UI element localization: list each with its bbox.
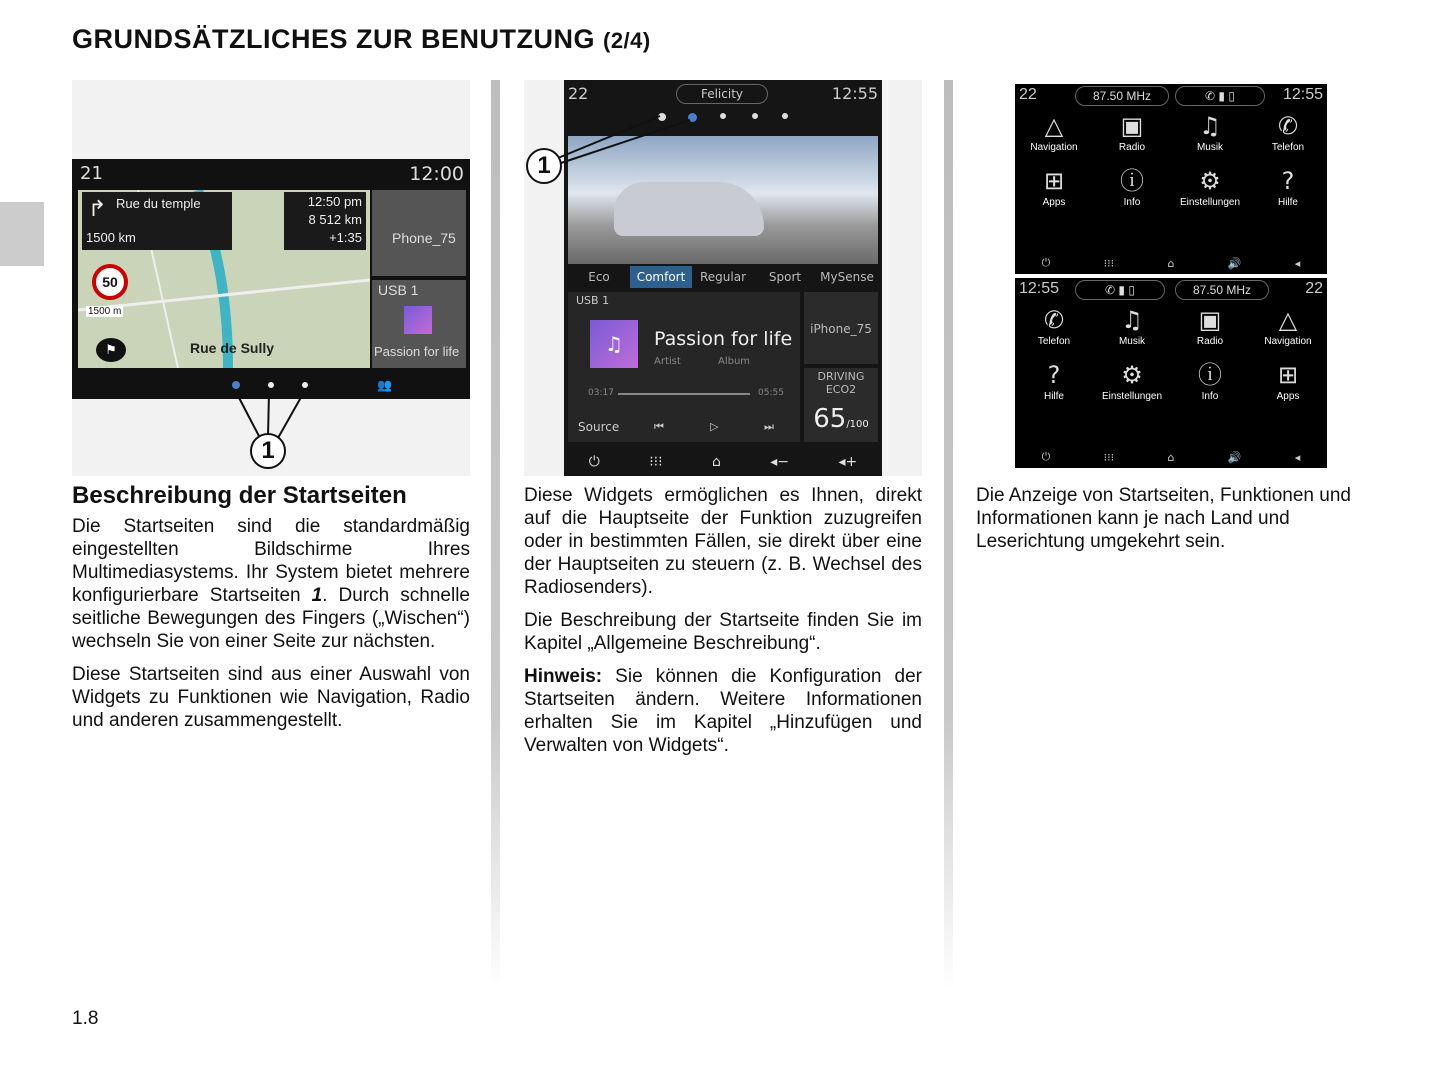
app-grid: [1015, 304, 1327, 402]
app-tile-label: Navigation: [1264, 336, 1312, 347]
track-title: Passion for life: [654, 328, 793, 350]
usb-label: USB 1: [378, 282, 419, 298]
speed-limit-sign: 50: [92, 264, 128, 300]
settings-icon: ⚙: [1199, 167, 1221, 195]
bottom-bar: [1015, 252, 1327, 274]
play-icon[interactable]: ▷: [710, 420, 719, 433]
column-1: [72, 484, 470, 742]
app-tile-label: Hilfe: [1277, 197, 1298, 208]
flag-icon[interactable]: ⚑: [96, 338, 126, 362]
note-label: Hinweis:: [524, 666, 603, 687]
clock-readout: 12:55: [1019, 280, 1060, 297]
bottom-bar: [1015, 446, 1327, 468]
track-artist: Artist: [654, 356, 681, 367]
power-icon[interactable]: ⏻: [588, 454, 600, 470]
navigation-icon: △: [1278, 306, 1298, 334]
paragraph: Die Beschreibung der Startseite finden Sie im Kapitel „Allgemeine Beschreibung“.: [524, 610, 922, 654]
note-text: Sie können die Konfiguration der Startseiten ändern. Weitere Informationen erhalten Sie im Kapitel „Hinzufügen und Verwalten von Widgets“.: [524, 666, 922, 756]
source-button[interactable]: Source: [578, 420, 620, 434]
callout-1: 1: [250, 433, 286, 469]
paragraph-text: . Durch schnelle seitliche Bewegungen des Fingers („Wischen“) wechseln Sie von einer Seite zur nächsten.: [72, 585, 470, 652]
chapter-tab-marker: [0, 202, 44, 266]
app-tile-telefon[interactable]: [1249, 110, 1327, 153]
phone-widget-label: Phone_75: [392, 230, 456, 246]
app-tile-einstellungen[interactable]: [1093, 359, 1171, 402]
page-title-main: GRUNDSÄTZLICHES ZUR BENUTZUNG: [72, 24, 595, 54]
app-tile-label: Hilfe: [1043, 391, 1064, 402]
page-number: 1.8: [72, 1008, 99, 1029]
radio-frequency-pill[interactable]: 87.50 MHz: [1075, 86, 1169, 106]
eta-distance: 8 512 km: [308, 212, 362, 227]
figure-homepage-widgets: [524, 80, 922, 476]
radio-icon: ▣: [1120, 112, 1144, 140]
temperature-readout: 21: [80, 163, 103, 184]
navigation-icon: △: [1044, 112, 1064, 140]
previous-icon[interactable]: ⏮: [654, 420, 664, 433]
page-title-suffix: (2/4): [603, 28, 651, 53]
callout-lines: [524, 80, 922, 476]
turn-arrow-icon: ↱: [88, 196, 107, 221]
mode-regular[interactable]: Regular: [699, 270, 747, 284]
app-tile-apps[interactable]: [1249, 359, 1327, 402]
next-icon[interactable]: ⏭: [764, 420, 774, 433]
paragraph: Diese Widgets ermöglichen es Ihnen, direkt auf die Hauptseite der Funktion zuzugreifen oder in bestimmten Fällen, sie direkt über eine der Hauptseiten zu steuern (z. B. Wechsel des Radiosenders).: [524, 485, 922, 598]
current-road: Rue de Sully: [190, 340, 275, 356]
help-icon: ?: [1281, 167, 1295, 195]
app-tile-einstellungen[interactable]: [1171, 165, 1249, 208]
music-icon: ♫: [1121, 306, 1143, 334]
section-heading: Beschreibung der Startseiten: [72, 482, 407, 509]
profile-selector[interactable]: Felicity: [676, 84, 768, 104]
app-tile-label: Navigation: [1030, 142, 1078, 153]
app-tile-radio[interactable]: [1171, 304, 1249, 347]
mode-sport[interactable]: Sport: [768, 270, 802, 284]
reference-number: 1: [311, 585, 323, 606]
column-divider-1: [491, 80, 500, 990]
note-paragraph: [524, 665, 922, 757]
track-album: Album: [718, 356, 751, 367]
mode-eco[interactable]: Eco: [588, 270, 610, 284]
callout-1: 1: [526, 148, 562, 184]
phone-icon: ✆: [1043, 306, 1065, 334]
volume-down-icon[interactable]: ◂−: [770, 454, 790, 470]
app-tile-musik[interactable]: [1093, 304, 1171, 347]
street-name: Rue du temple: [116, 196, 201, 211]
remaining-distance: 1500 km: [86, 230, 136, 245]
clock-readout: 12:55: [1282, 86, 1323, 103]
temperature-readout: 22: [1305, 280, 1323, 297]
info-icon: ⓘ: [1198, 361, 1222, 389]
app-tile-label: Info: [1123, 197, 1141, 208]
phone-widget-label: iPhone_75: [810, 322, 872, 336]
app-tile-label: Apps: [1042, 197, 1066, 208]
power-icon[interactable]: ⏻: [1041, 256, 1051, 269]
eco-score-max: /100: [846, 419, 869, 430]
app-tile-hilfe[interactable]: [1015, 359, 1093, 402]
home-icon[interactable]: ⌂: [1167, 256, 1175, 270]
apps-icon: ⊞: [1043, 167, 1065, 195]
app-tile-label: Radio: [1196, 336, 1224, 347]
app-tile-navigation[interactable]: [1249, 304, 1327, 347]
app-tile-info[interactable]: [1171, 359, 1249, 402]
column-2: [524, 484, 922, 767]
voice-icon[interactable]: 🔊: [1227, 256, 1242, 270]
menu-grid-icon[interactable]: ⁝⁝⁝: [1103, 256, 1115, 270]
callout-lines: [72, 80, 470, 476]
usb-label: USB 1: [576, 294, 610, 307]
app-tile-label: Einstellungen: [1179, 197, 1241, 208]
settings-icon: ⚙: [1121, 361, 1143, 389]
temperature-readout: 22: [568, 84, 589, 103]
track-title: Passion for life: [374, 344, 460, 359]
voice-icon[interactable]: 🔊: [1227, 450, 1242, 464]
volume-icon[interactable]: ◂: [1294, 450, 1301, 464]
mode-comfort[interactable]: Comfort: [630, 266, 692, 288]
phone-status-pill[interactable]: ✆ ▮ ▯: [1075, 280, 1165, 300]
users-icon[interactable]: 👥: [377, 378, 392, 392]
app-tile-telefon[interactable]: [1015, 304, 1093, 347]
temperature-readout: 22: [1019, 86, 1037, 103]
app-tile-label: Musik: [1118, 336, 1146, 347]
radio-frequency-pill[interactable]: 87.50 MHz: [1175, 280, 1269, 300]
app-tile-label: Telefon: [1271, 142, 1305, 153]
volume-icon[interactable]: ◂: [1294, 256, 1301, 270]
paragraph: Die Anzeige von Startseiten, Funktionen und Informationen kann je nach Land und Leserichtung umgekehrt sein.: [976, 485, 1351, 552]
eta-time: 12:50 pm: [307, 194, 362, 209]
page-title: [72, 24, 651, 55]
app-tile-label: Radio: [1118, 142, 1146, 153]
column-divider-2: [944, 80, 953, 990]
mode-mysense[interactable]: MySense: [820, 270, 874, 284]
home-icon[interactable]: ⌂: [1167, 450, 1175, 464]
music-icon: ♫: [1199, 112, 1221, 140]
app-tile-musik[interactable]: [1171, 110, 1249, 153]
app-tile-info[interactable]: [1093, 165, 1171, 208]
app-tile-label: Musik: [1196, 142, 1224, 153]
homescreen-rtl: [1015, 278, 1327, 468]
home-icon[interactable]: ⌂: [711, 454, 721, 470]
volume-up-icon[interactable]: ◂+: [838, 454, 858, 470]
elapsed-time: 03:17: [588, 388, 614, 398]
info-icon: ⓘ: [1120, 167, 1144, 195]
paragraph: Diese Startseiten sind aus einer Auswahl von Widgets zu Funktionen wie Navigation, Radio und anderen zusammengestellt.: [72, 664, 470, 731]
app-tile-label: Einstellungen: [1101, 391, 1163, 402]
figure-homepage-navigation: [72, 80, 470, 476]
eco-score-value: 65: [813, 404, 847, 434]
app-tile-label: Apps: [1276, 391, 1300, 402]
clock-readout: 12:00: [409, 163, 464, 185]
app-tile-hilfe[interactable]: [1249, 165, 1327, 208]
phone-icon: ✆: [1277, 112, 1299, 140]
eta-delay: +1:35: [329, 230, 362, 245]
app-grid: [1015, 110, 1327, 208]
radio-icon: ▣: [1198, 306, 1222, 334]
warning-distance: 1500 m: [88, 306, 122, 317]
eco-label: DRIVING ECO2: [817, 370, 865, 396]
phone-status-pill[interactable]: ✆ ▮ ▯: [1175, 86, 1265, 106]
homescreen-ltr: [1015, 84, 1327, 274]
menu-grid-icon[interactable]: ⁝⁝⁝: [649, 454, 663, 470]
app-tile-label: Telefon: [1037, 336, 1071, 347]
clock-readout: 12:55: [831, 84, 878, 103]
app-tile-apps[interactable]: [1015, 165, 1093, 208]
apps-icon: ⊞: [1277, 361, 1299, 389]
column-3: [976, 484, 1374, 563]
paragraph-text: Die Startseiten sind die standardmäßig eingestellten Bildschirme Ihres Multimediasystems. Ihr System bietet mehrere konfigurierbare Startseiten: [72, 516, 470, 606]
duration-time: 05:55: [758, 388, 784, 398]
paragraph: [72, 515, 470, 653]
app-tile-label: Info: [1201, 391, 1219, 402]
app-tile-navigation[interactable]: [1015, 110, 1093, 153]
figure-mirrored-homepages: [1015, 84, 1327, 474]
app-tile-radio[interactable]: [1093, 110, 1171, 153]
help-icon: ?: [1047, 361, 1061, 389]
album-art-icon: ♫: [590, 320, 638, 368]
menu-grid-icon[interactable]: ⁝⁝⁝: [1103, 450, 1115, 464]
power-icon[interactable]: ⏻: [1041, 450, 1051, 463]
